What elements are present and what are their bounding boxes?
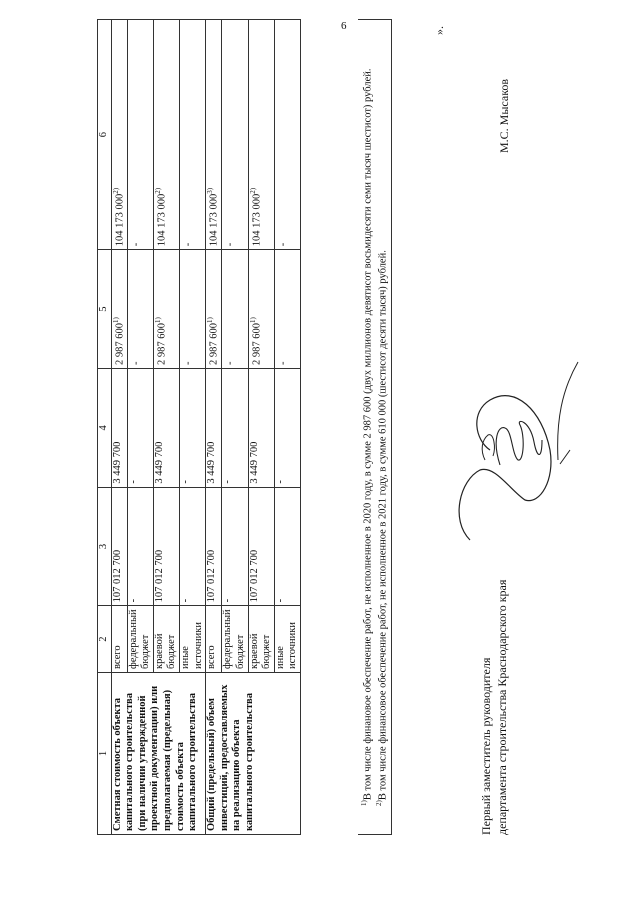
footnote-2-text: В том числе финансовое обеспечение работ, не исполненное в 2021 году, в сумме 610 000 (шестисот десяти тысяч) рублей. — [377, 250, 389, 801]
value-cell-4 — [222, 368, 248, 487]
cell-value: - — [277, 242, 289, 247]
cell-value: - — [180, 598, 192, 603]
value-cell-3 — [153, 487, 179, 606]
value-cell-5 — [111, 250, 127, 369]
cell-value: 104 173 000 — [114, 193, 126, 247]
value-cell-4 — [111, 368, 127, 487]
cell-footnote-marker: 1) — [206, 317, 215, 323]
header-cell: 1 — [98, 672, 112, 834]
cell-footnote-marker: 2) — [111, 187, 120, 194]
cell-value: - — [130, 361, 142, 365]
cell-value: 3 449 700 — [206, 441, 218, 484]
value-cell-4 — [274, 368, 300, 487]
cell-value: 104 173 000 — [251, 193, 263, 247]
value-cell-5 — [180, 250, 206, 369]
cell-value: - — [182, 242, 194, 247]
value-cell-5 — [153, 250, 179, 369]
closing-quote: ». — [432, 26, 446, 35]
cell-footnote-marker: 3) — [206, 187, 215, 194]
value-cell-6 — [153, 20, 179, 250]
value-cell-4 — [248, 368, 274, 487]
position-line-2: департамента строительства Краснодарского края — [495, 579, 510, 835]
value-cell-3 — [180, 487, 206, 606]
handwritten-signature — [430, 360, 580, 560]
funding-source-cell — [111, 606, 127, 673]
cell-value: - — [274, 598, 286, 603]
cell-value: 3 449 700 — [111, 441, 123, 484]
value-cell-4 — [180, 368, 206, 487]
signatory-position — [478, 580, 510, 835]
header-cell: 3 — [98, 487, 112, 606]
signatory-name: М.С. Мысаков — [497, 78, 511, 153]
cell-value: всего — [206, 645, 218, 669]
row-group-label: Общий (предельный) объем инвестиций, предоставляемых на реализацию объекта капитального строительства — [206, 672, 301, 834]
cell-value: иные источники — [274, 622, 299, 669]
funding-source-cell — [274, 606, 300, 673]
value-cell-6 — [180, 20, 206, 250]
cell-value: - — [127, 480, 139, 484]
cell-value: федеральный бюджет — [127, 609, 152, 669]
funding-source-cell — [127, 606, 153, 673]
cell-value: - — [182, 361, 194, 365]
value-cell-3 — [111, 487, 127, 606]
cell-value: 107 012 700 — [206, 549, 218, 603]
cell-footnote-marker: 1) — [248, 317, 257, 323]
cell-value: - — [274, 480, 286, 484]
value-cell-5 — [274, 250, 300, 369]
cell-value: 104 173 000 — [156, 193, 168, 247]
cell-value: 2 987 600 — [208, 322, 220, 365]
footnote-2-marker: 2) — [374, 800, 383, 806]
cell-value: 2 987 600 — [251, 322, 263, 365]
footnote-1-text: В том числе финановое обеспечение работ, не исполненное в 2020 году, в сумме 2 987 600 (двух миллионов девятисот восьмидесяти семи тысяч шестисот) рублей. — [362, 68, 374, 801]
value-cell-6 — [127, 20, 153, 250]
cell-value: 107 012 700 — [248, 549, 260, 603]
value-cell-4 — [127, 368, 153, 487]
value-cell-3 — [206, 487, 222, 606]
header-cell: 4 — [98, 368, 112, 487]
value-cell-3 — [248, 487, 274, 606]
cell-footnote-marker: 2) — [248, 187, 257, 194]
value-cell-6 — [206, 20, 222, 250]
funding-source-cell — [153, 606, 179, 673]
cell-footnote-marker: 2) — [153, 187, 162, 194]
footnotes — [358, 19, 392, 835]
value-cell-5 — [222, 250, 248, 369]
funding-source-cell — [248, 606, 274, 673]
cell-value: 3 449 700 — [153, 441, 165, 484]
cell-value: 107 012 700 — [153, 549, 165, 603]
funding-source-cell — [206, 606, 222, 673]
cell-value: - — [224, 361, 236, 365]
value-cell-5 — [127, 250, 153, 369]
cell-value: - — [277, 361, 289, 365]
footnote-1 — [360, 24, 375, 830]
cell-value: - — [224, 242, 236, 247]
value-cell-3 — [222, 487, 248, 606]
footnote-1-marker: 1) — [360, 800, 368, 806]
cell-value: - — [130, 242, 142, 247]
cell-footnote-marker: 1) — [153, 317, 162, 323]
cell-value: 2 987 600 — [114, 322, 126, 365]
cell-value: иные источники — [180, 622, 204, 669]
cell-value: федеральный бюджет — [222, 609, 246, 669]
cell-value: краевой бюджет — [248, 633, 273, 669]
funding-source-cell — [222, 606, 248, 673]
value-cell-5 — [206, 250, 222, 369]
value-cell-6 — [274, 20, 300, 250]
cell-value: - — [222, 598, 234, 603]
value-cell-5 — [248, 250, 274, 369]
value-cell-3 — [274, 487, 300, 606]
cell-value: 3 449 700 — [248, 441, 260, 484]
value-cell-6 — [248, 20, 274, 250]
header-cell: 2 — [98, 606, 112, 673]
table-row — [111, 20, 127, 835]
page-number: 6 — [341, 20, 347, 32]
table-row — [206, 20, 222, 835]
value-cell-6 — [111, 20, 127, 250]
header-cell: 5 — [98, 250, 112, 369]
table-header-row — [98, 20, 112, 835]
cell-value: 107 012 700 — [111, 549, 123, 603]
cell-value: 2 987 600 — [156, 322, 168, 365]
footnote-2 — [375, 24, 390, 830]
cell-value: - — [180, 480, 192, 484]
cell-value: всего — [111, 645, 123, 669]
value-cell-4 — [153, 368, 179, 487]
investment-table — [97, 19, 301, 835]
cell-value: краевой бюджет — [153, 633, 178, 669]
cell-footnote-marker: 1) — [111, 317, 120, 323]
cell-value: - — [127, 598, 139, 603]
value-cell-6 — [222, 20, 248, 250]
cell-value: - — [222, 480, 234, 484]
cell-value: 104 173 000 — [208, 193, 220, 247]
header-cell: 6 — [98, 20, 112, 250]
row-group-label: Сметная стоимость объекта капитального строительства (при наличии утвержденной проектной документации) или предполагаемая (предельная) стоимость объекта капитального строительства — [111, 672, 206, 834]
position-line-1: Первый заместитель руководителя — [479, 657, 493, 835]
value-cell-3 — [127, 487, 153, 606]
value-cell-4 — [206, 368, 222, 487]
funding-source-cell — [180, 606, 206, 673]
